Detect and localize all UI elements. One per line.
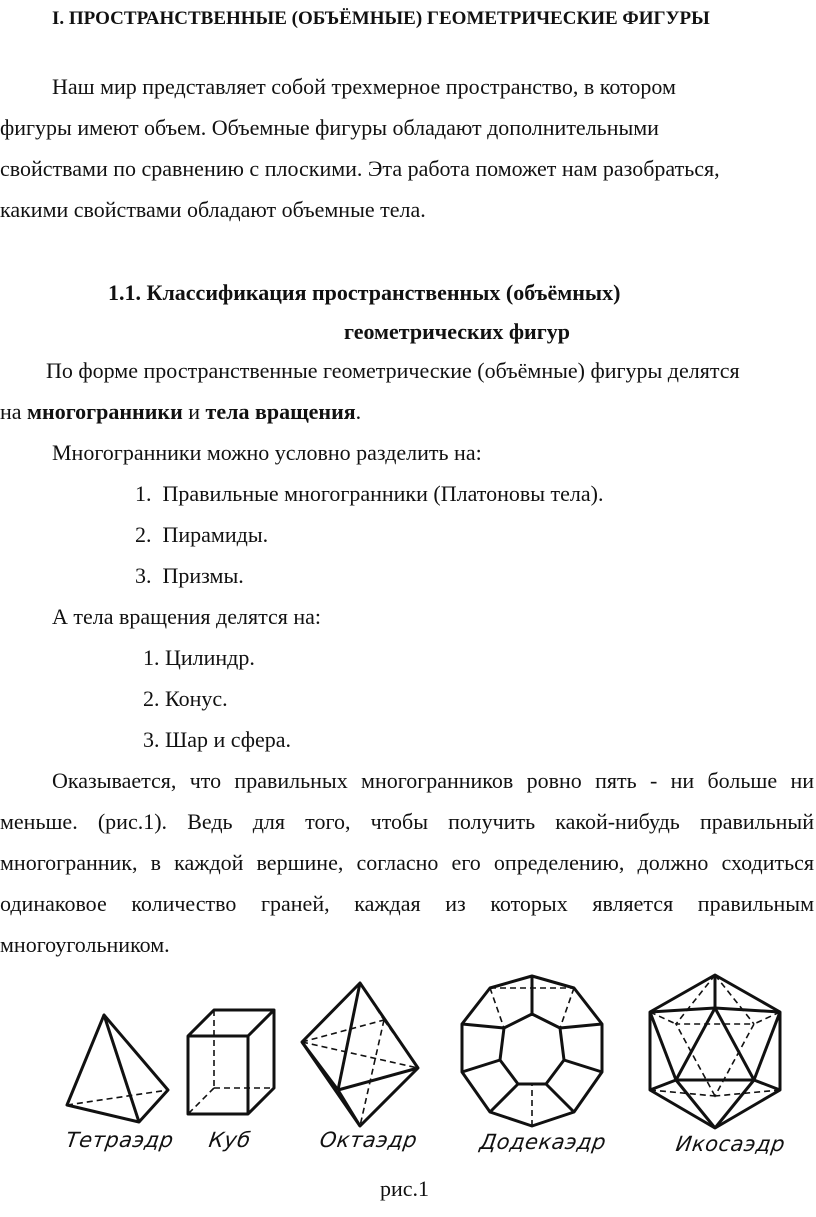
- classification-prefix: на: [0, 399, 28, 424]
- list-number: 3.: [135, 563, 152, 588]
- list-number: 1.: [135, 481, 152, 506]
- polyhedra-list-item: [135, 555, 244, 596]
- tetrahedron-label: Тетраэдр: [64, 1128, 176, 1152]
- list-text: Пирамиды.: [162, 522, 269, 547]
- figure-caption: рис.1: [380, 1176, 430, 1201]
- intro-line-1: Наш мир представляет собой трехмерное пространство, в котором: [52, 74, 676, 99]
- icosahedron-label: Икосаэдр: [674, 1132, 787, 1156]
- polyhedra-list-item: [135, 514, 268, 555]
- regular-line-2: меньше. (рис.1). Ведь для того, чтобы получить какой-нибудь правильный: [0, 809, 814, 834]
- regular-line-1: Оказывается, что правильных многогранников ровно пять - ни больше ни: [52, 768, 814, 793]
- octahedron-figure: [298, 980, 422, 1130]
- polyhedra-term: многогранники: [27, 399, 183, 424]
- cube-label: Куб: [207, 1128, 253, 1152]
- rotation-list-item: 2. Конус.: [143, 686, 228, 711]
- intro-line-2: фигуры имеют объем. Объемные фигуры обладают дополнительными: [0, 115, 659, 140]
- rotation-list-item: 3. Шар и сфера.: [143, 727, 292, 752]
- classification-line-2: [0, 391, 361, 432]
- polyhedra-intro: Многогранники можно условно разделить на:: [52, 440, 482, 465]
- list-number: 2.: [135, 522, 152, 547]
- rotation-list-item: 1. Цилиндр.: [143, 645, 255, 670]
- section-heading-line-1: 1.1. Классификация пространственных (объёмных): [108, 280, 621, 305]
- list-text: Правильные многогранники (Платоновы тела).: [162, 481, 604, 506]
- regular-line-5: многоугольником.: [0, 932, 170, 957]
- dodecahedron-label: Додекаэдр: [478, 1130, 608, 1154]
- cube-figure: [186, 1008, 278, 1118]
- classification-dot: .: [355, 399, 362, 424]
- intro-line-4: какими свойствами обладают объемные тела.: [0, 197, 426, 222]
- polyhedra-list-item: [135, 473, 604, 514]
- regular-line-4: одинаковое количество граней, каждая из которых является правильным: [0, 891, 814, 916]
- rotation-bodies-term: тела вращения: [205, 399, 356, 424]
- classification-and: и: [182, 399, 206, 424]
- regular-line-3: многогранник, в каждой вершине, согласно его определению, должно сходиться: [0, 850, 814, 875]
- rotation-intro: А тела вращения делятся на:: [52, 604, 322, 629]
- list-text: Призмы.: [162, 563, 244, 588]
- dodecahedron-figure: [456, 972, 608, 1132]
- section-heading-line-2: геометрических фигур: [344, 319, 570, 344]
- octahedron-label: Октаэдр: [318, 1128, 419, 1152]
- tetrahedron-figure: [64, 1010, 174, 1125]
- page-title: I. ПРОСТРАНСТВЕННЫЕ (ОБЪЁМНЫЕ) ГЕОМЕТРИЧЕСКИЕ ФИГУРЫ: [52, 8, 710, 29]
- intro-line-3: свойствами по сравнению с плоскими. Эта работа поможет нам разобраться,: [0, 156, 720, 181]
- classification-line-1: По форме пространственные геометрические (объёмные) фигуры делятся: [46, 358, 740, 383]
- icosahedron-figure: [642, 972, 788, 1132]
